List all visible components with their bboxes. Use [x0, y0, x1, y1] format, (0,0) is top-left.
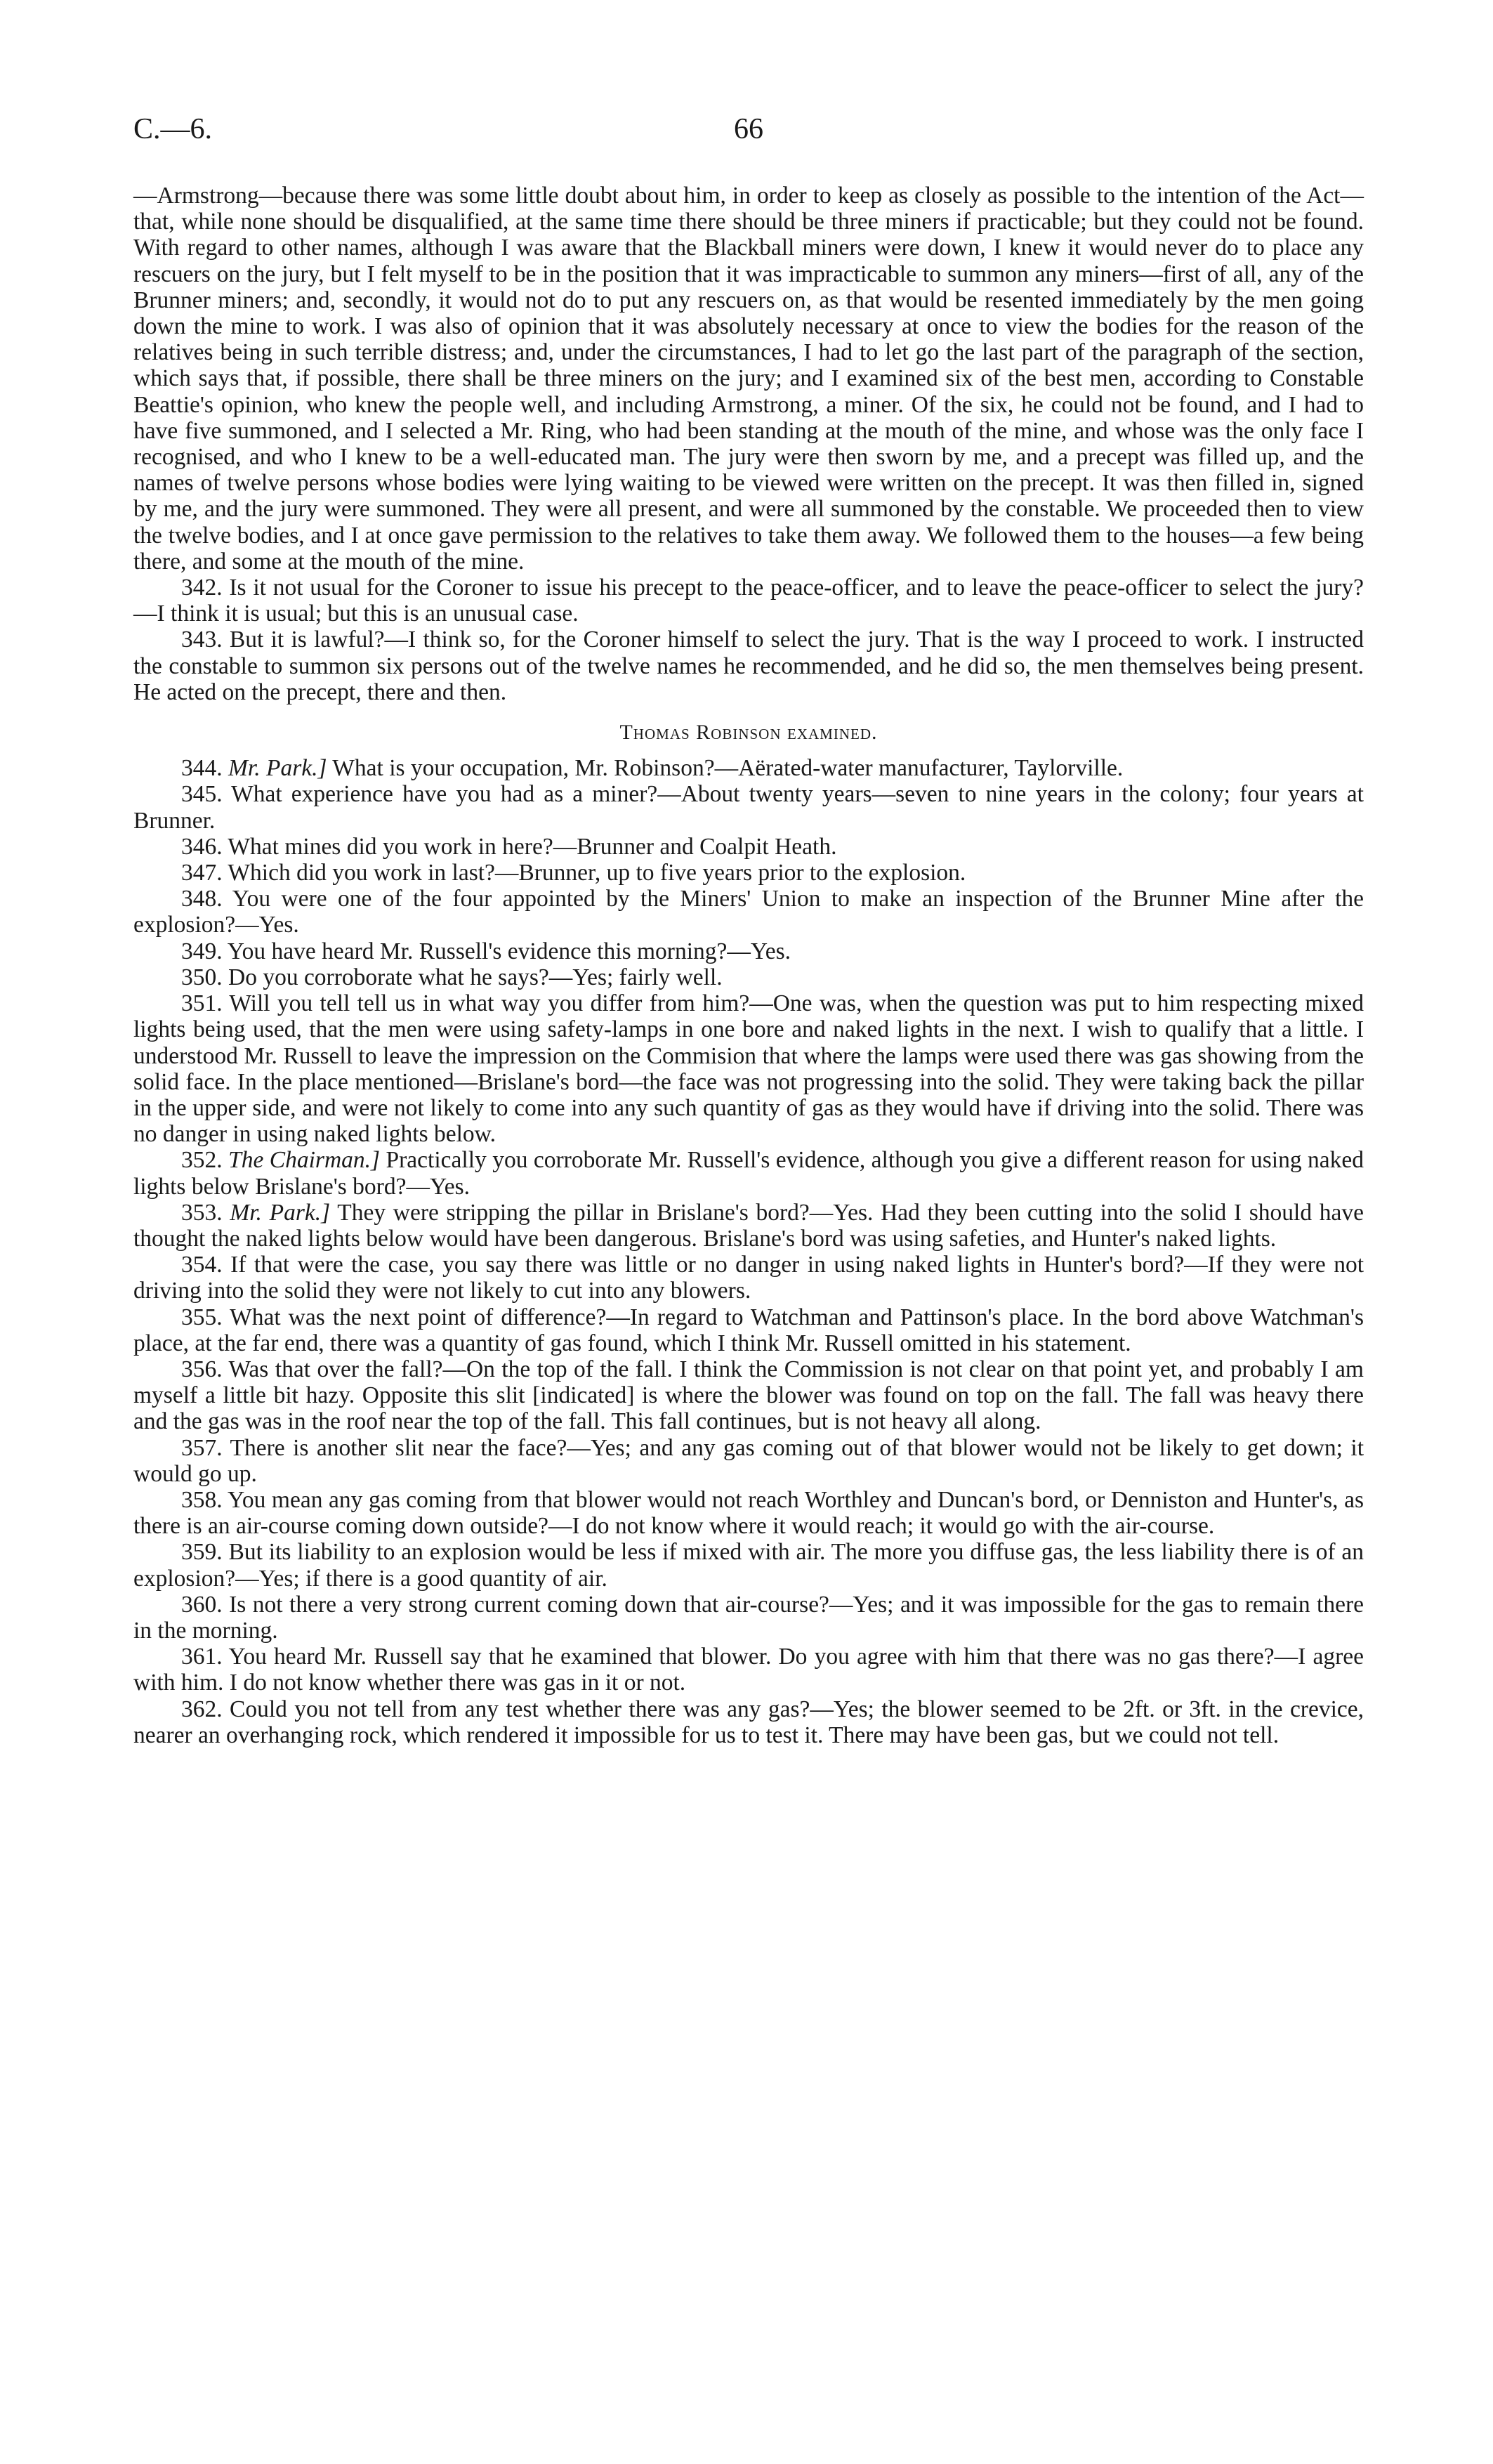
question-text: Could you not tell from any test whether there was any gas?—Yes; the blower seemed to be 2ft. or 3ft. in the crevice, nearer an overhanging rock, which rendered it impossible for us to test it. There may have been gas, but we could not tell.: [133, 1696, 1364, 1748]
question-number: 350.: [181, 964, 223, 990]
question-number: 354.: [181, 1252, 223, 1278]
question-text: You mean any gas coming from that blower would not reach Worthley and Duncan's bord, or Denniston and Hunter's, as there is an air-course coming down outside?—I do not know where it would reach; it would go with the air-course.: [133, 1486, 1364, 1540]
question-text: If that were the case, you say there was little or no danger in using naked lights in Hunter's bord?—If they were not driving into the solid they were not likely to cut into any blowers.: [133, 1252, 1364, 1304]
speaker-label: Mr. Park.]: [230, 1199, 331, 1226]
question-number: 348.: [181, 886, 223, 912]
page-header: [133, 112, 1364, 169]
question-text: There is another slit near the face?—Yes; and any gas coming out of that blower would not be likely to get down; it would go up.: [133, 1434, 1364, 1487]
question-number: 356.: [181, 1356, 223, 1382]
question-number: 359.: [181, 1539, 223, 1566]
question-text: Was that over the fall?—On the top of the fall. I think the Commission is not clear on that point yet, and probably I am myself a little bit hazy. Opposite this slit [indicated] is where the blower was found on top on the fall. The fall was heavy there and the gas was in the roof near the top of the fall. This fall continues, but is not heavy all along.: [133, 1356, 1364, 1435]
question-text: What experience have you had as a miner?—About twenty years—seven to nine years in the colony; four years at Brunner.: [133, 781, 1364, 834]
question-text: But its liability to an explosion would be less if mixed with air. The more you diffuse gas, the less liability there is of an explosion?—Yes; if there is a good quantity of air.: [133, 1539, 1364, 1592]
question-number: 344.: [181, 755, 223, 782]
document-page: [133, 112, 1364, 1748]
question-text: What is your occupation, Mr. Robinson?—Aërated-water manufacturer, Taylorville.: [327, 755, 1124, 782]
qa-paragraph: [133, 1539, 1364, 1591]
speaker-label: The Chairman.]: [228, 1147, 381, 1174]
question-number: 345.: [181, 781, 223, 808]
qa-paragraph: [133, 1644, 1364, 1696]
question-number: 349.: [181, 938, 223, 964]
qa-paragraph: [133, 1252, 1364, 1304]
question-number: 357.: [181, 1434, 223, 1461]
question-number: 362.: [181, 1696, 223, 1722]
qa-paragraph: [133, 964, 1364, 990]
question-number: 346.: [181, 833, 223, 860]
paragraph: —Armstrong—because there was some little doubt about him, in order to keep as closely as possible to the intention of the Act—that, while none should be disqualified, at the same time there should be three miners if practicable; but they could not be found. With regard to other names, although I was aware that the Blackball miners were down, I knew it would never do to place any rescuers on the jury, but I felt myself to be in the position that it was impracticable to summon any miners—first of all, any of the Brunner miners; and, secondly, it would not do to put any rescuers on, as that would be resented immediately by the men going down the mine to work. I was also of opinion that it was absolutely necessary at once to view the bodies for the reason of the relatives being in such terrible distress; and, under the circumstances, I had to let go the last part of the paragraph of the section, which says that, if possible, there shall be three miners on the jury; and I examined six of the best men, according to Constable Beattie's opinion, who knew the people well, and including Armstrong, a miner. Of the six, he could not be found, and I had to have five summoned, and I selected a Mr. Ring, who had been standing at the mouth of the mine, and whose was the only face I recognised, and who I knew to be a well-educated man. The jury were then sworn by me, and a precept was filled up, and the names of twelve persons whose bodies were lying waiting to be viewed were written on the precept. It was then filled in, signed by me, and the jury were summoned. They were all present, and were all summoned by the constable. We proceeded then to view the twelve bodies, and I at once gave permission to the relatives to take them away. We followed them to the houses—a few being there, and some at the mouth of the mine.: [133, 183, 1364, 575]
question-text: You have heard Mr. Russell's evidence this morning?—Yes.: [227, 938, 791, 964]
qa-list: [133, 755, 1364, 1748]
qa-paragraph: [133, 1696, 1364, 1748]
paragraph: 343. But it is lawful?—I think so, for the Coroner himself to select the jury. That is the way I proceed to work. I instructed the constable to summon six persons out of the twelve names he recommended, and he did so, the men themselves being present. He acted on the precept, there and then.: [133, 627, 1364, 705]
question-number: 361.: [181, 1644, 223, 1670]
question-text: Which did you work in last?—Brunner, up to five years prior to the explosion.: [228, 860, 966, 886]
qa-paragraph: [133, 1147, 1364, 1199]
section-heading: Thomas Robinson examined.: [619, 721, 878, 745]
qa-paragraph: [133, 781, 1364, 833]
page-number: 66: [734, 113, 763, 145]
question-text: Will you tell tell us in what way you differ from him?—One was, when the question was put to him respecting mixed lights being used, that the men were using safety-lamps in one bore and naked lights in the next. I wish to qualify that a little. I understood Mr. Russell to leave the impression on the Commision that where the lamps were used there was gas showing from the solid face. In the place mentioned—Brislane's bord—the face was not progressing into the solid. They were taking back the pillar in the upper side, and were not likely to come into any such quantity of gas as they would have if driving into the solid. There was no danger in using naked lights below.: [133, 990, 1364, 1148]
question-text: Do you corroborate what he says?—Yes; fairly well.: [228, 964, 723, 990]
qa-paragraph: [133, 1487, 1364, 1539]
question-text: Practically you corroborate Mr. Russell's evidence, although you give a different reason for using naked lights below Brislane's bord?—Yes.: [133, 1147, 1364, 1200]
question-text: You heard Mr. Russell say that he examined that blower. Do you agree with him that there was no gas there?—I agree with him. I do not know whether there was gas in it or not.: [133, 1644, 1364, 1696]
document-body: [133, 183, 1364, 1748]
qa-paragraph: [133, 1435, 1364, 1487]
question-text: What mines did you work in here?—Brunner and Coalpit Heath.: [228, 833, 837, 860]
paragraph: 342. Is it not usual for the Coroner to issue his precept to the peace-officer, and to leave the peace-officer to select the jury?—I think it is usual; but this is an unusual case.: [133, 575, 1364, 627]
question-number: 355.: [181, 1304, 223, 1330]
document-reference: C.—6.: [133, 113, 213, 145]
qa-paragraph: [133, 886, 1364, 938]
qa-paragraph: [133, 1592, 1364, 1644]
question-number: 360.: [181, 1591, 223, 1618]
question-text: Is not there a very strong current coming down that air-course?—Yes; and it was impossible for the gas to remain there in the morning.: [133, 1591, 1364, 1644]
question-number: 351.: [181, 990, 223, 1017]
question-text: You were one of the four appointed by the Miners' Union to make an inspection of the Brunner Mine after the explosion?—Yes.: [133, 886, 1364, 938]
question-number: 352.: [181, 1147, 223, 1174]
qa-paragraph: [133, 1304, 1364, 1356]
qa-paragraph: [133, 755, 1364, 781]
qa-paragraph: [133, 1200, 1364, 1252]
question-text: They were stripping the pillar in Brislane's bord?—Yes. Had they been cutting into the solid I should have thought the naked lights below would have been dangerous. Brislane's bord was using safeties, and Hunter's naked lights.: [133, 1199, 1364, 1252]
question-number: 347.: [181, 860, 223, 886]
question-number: 353.: [181, 1199, 223, 1226]
speaker-label: Mr. Park.]: [228, 755, 327, 782]
qa-paragraph: [133, 938, 1364, 964]
qa-paragraph: [133, 860, 1364, 886]
qa-paragraph: [133, 990, 1364, 1147]
qa-paragraph: [133, 1356, 1364, 1435]
question-text: What was the next point of difference?—In regard to Watchman and Pattinson's place. In the bord above Watchman's place, at the far end, there was a quantity of gas found, which I think Mr. Russell omitted in his statement.: [133, 1304, 1364, 1356]
question-number: 358.: [181, 1486, 223, 1513]
qa-paragraph: [133, 834, 1364, 860]
